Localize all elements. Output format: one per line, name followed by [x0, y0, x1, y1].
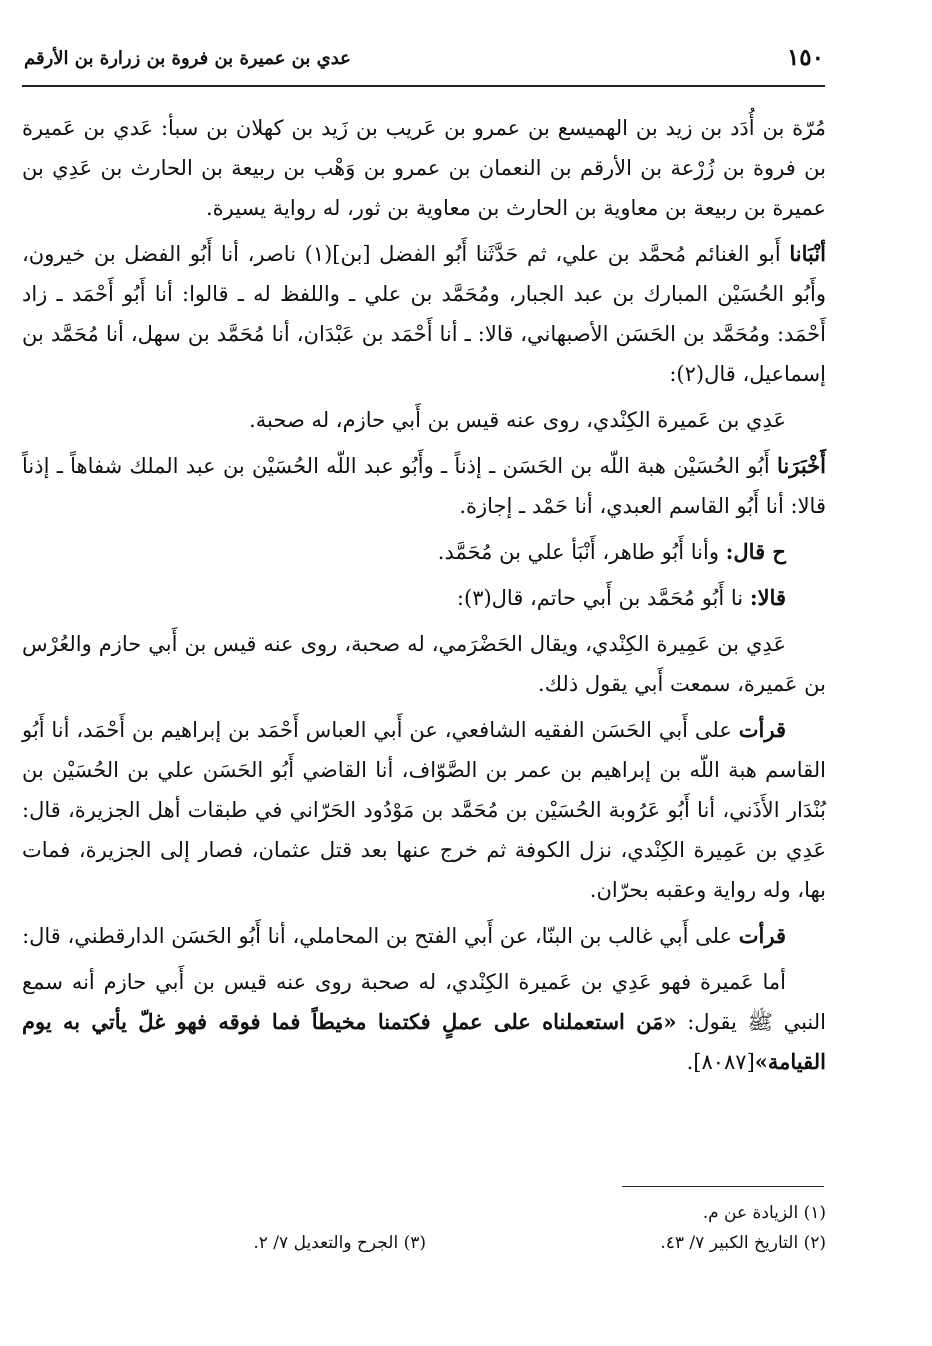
paragraph-text: على أَبي الحَسَن الفقيه الشافعي، عن أَبي العباس أَحْمَد بن إبراهيم بن أَحْمَد، أنا أَبُو القاسم هبة اللّه بن إبراهيم بن عمر بن الصَّوّاف، أنا القاضي أَبُو الحَسَن علي بن الحُسَيْن بن بُنْدَار الأَذَني، أنا أَبُو عَرُوبة الحُسَيْن بن مُحَمَّد بن مَوْدُود الحَرّاني في طبقات أهل الجزيرة، قال: عَدِي بن عَمِيرة الكِنْدي، نزل الكوفة ثم خرج عنها بعد قتل عثمان، فصار إلى الجزيرة، فمات بها، وله رواية وعقبه بحرّان.	[22, 718, 826, 902]
paragraph-lead-word: قالا:	[749, 585, 786, 610]
page-header	[24, 44, 824, 84]
footnotes	[22, 1198, 826, 1258]
paragraph	[22, 446, 826, 526]
paragraph-text: أَبُو الحُسَيْن هبة اللّه بن الحَسَن ـ إذناً ـ وأَبُو عبد اللّه الحُسَيْن بن عبد الملك شفاهاً ـ إذناً قالا: أنا أَبُو القاسم العبدي، أنا حَمْد ـ إجازة.	[22, 454, 826, 518]
paragraph-text: على أَبي غالب بن البنّا، عن أَبي الفتح بن المحاملي، أنا أَبُو الحَسَن الدارقطني، قال:	[22, 924, 739, 948]
footnote-3: (٣) الجرح والتعديل ٧/ ٢.	[253, 1233, 426, 1253]
paragraph	[22, 710, 826, 910]
paragraph-text: مُرّة بن أُدَد بن زيد بن الهميسع بن عمرو بن عَريب بن زَيد بن كهلان بن سبأ: عَدي بن عَميرة بن فروة بن زُرْعة بن الأرقم بن النعمان بن عمرو بن وَهْب بن ربيعة بن الحارث بن عَدِي بن عميرة بن ربيعة بن معاوية بن الحارث بن معاوية بن ثور، له رواية يسيرة.	[22, 116, 826, 220]
paragraph-text: عَدِي بن عَمِيرة الكِنْدي، ويقال الحَضْرَمي، له صحبة، روى عنه قيس بن أَبي حازم والعُرْس بن عَميرة، سمعت أَبي يقول ذلك.	[22, 632, 826, 696]
hadith-quote: «مَن استعملناه على عملٍ فكتمنا مخيطاً فما فوقه فهو غلّ يأتي به يوم القيامة»	[22, 1009, 826, 1074]
paragraph	[22, 624, 826, 704]
footnote-1: (١) الزيادة عن م.	[702, 1203, 826, 1223]
paragraph-text: أما عَميرة فهو عَدِي بن عَميرة الكِنْدي، له صحبة روى عنه قيس بن أَبي حازم أنه سمع النبي ﷺ يقول: «مَن استعملناه على عملٍ فكتمنا مخيطاً فما فوقه فهو غلّ يأتي به يوم القيامة»[٨٠٨٧].	[22, 970, 826, 1074]
paragraph	[22, 916, 826, 956]
paragraph-lead-word: قرأت	[738, 923, 786, 948]
paragraph	[22, 234, 826, 394]
header-rule	[22, 85, 825, 87]
paragraph-lead-word: أنْبَانا	[789, 241, 826, 266]
main-text	[22, 108, 826, 1088]
paragraph-lead-word: قرأت	[738, 717, 786, 742]
footnote-2: (٢) التاريخ الكبير ٧/ ٤٣.	[660, 1233, 826, 1253]
running-head: عدي بن عميرة بن فروة بن زرارة بن الأرقم	[24, 48, 351, 69]
paragraph	[22, 532, 826, 572]
paragraph-lead-word: أَخْبَرَنا	[777, 453, 826, 478]
paragraph	[22, 962, 826, 1082]
page-number: ١٥٠	[786, 44, 824, 71]
footnote-rule	[622, 1186, 824, 1187]
paragraph-lead-word: ح قال:	[725, 539, 786, 564]
paragraph-text: أَبو الغنائم مُحمَّد بن علي، ثم حَدَّثَنا أَبُو الفضل [بن](١) ناصر، أنا أَبُو الفضل بن خيرون، وأَبُو الحُسَيْن المبارك بن عبد الجبار، ومُحَمَّد بن علي ـ واللفظ له ـ قالوا: أنا أَبُو أَحْمَد ـ زاد أَحْمَد: ومُحَمَّد بن الحَسَن الأصبهاني، قالا: ـ أنا أَحْمَد بن عَبْدَان، أنا مُحَمَّد بن سهل، أنا مُحَمَّد بن إسماعيل، قال(٢):	[22, 242, 826, 386]
paragraph-text: عَدِي بن عَميرة الكِنْدي، روى عنه قيس بن أَبي حازم، له صحبة.	[249, 408, 786, 432]
paragraph-text: نا أَبُو مُحَمَّد بن أَبي حاتم، قال(٣):	[456, 586, 750, 610]
paragraph	[22, 400, 826, 440]
paragraph	[22, 578, 826, 618]
paragraph-text: وأنا أَبُو طاهر، أَنْبَأ علي بن مُحَمَّد.	[437, 540, 726, 564]
paragraph	[22, 108, 826, 228]
